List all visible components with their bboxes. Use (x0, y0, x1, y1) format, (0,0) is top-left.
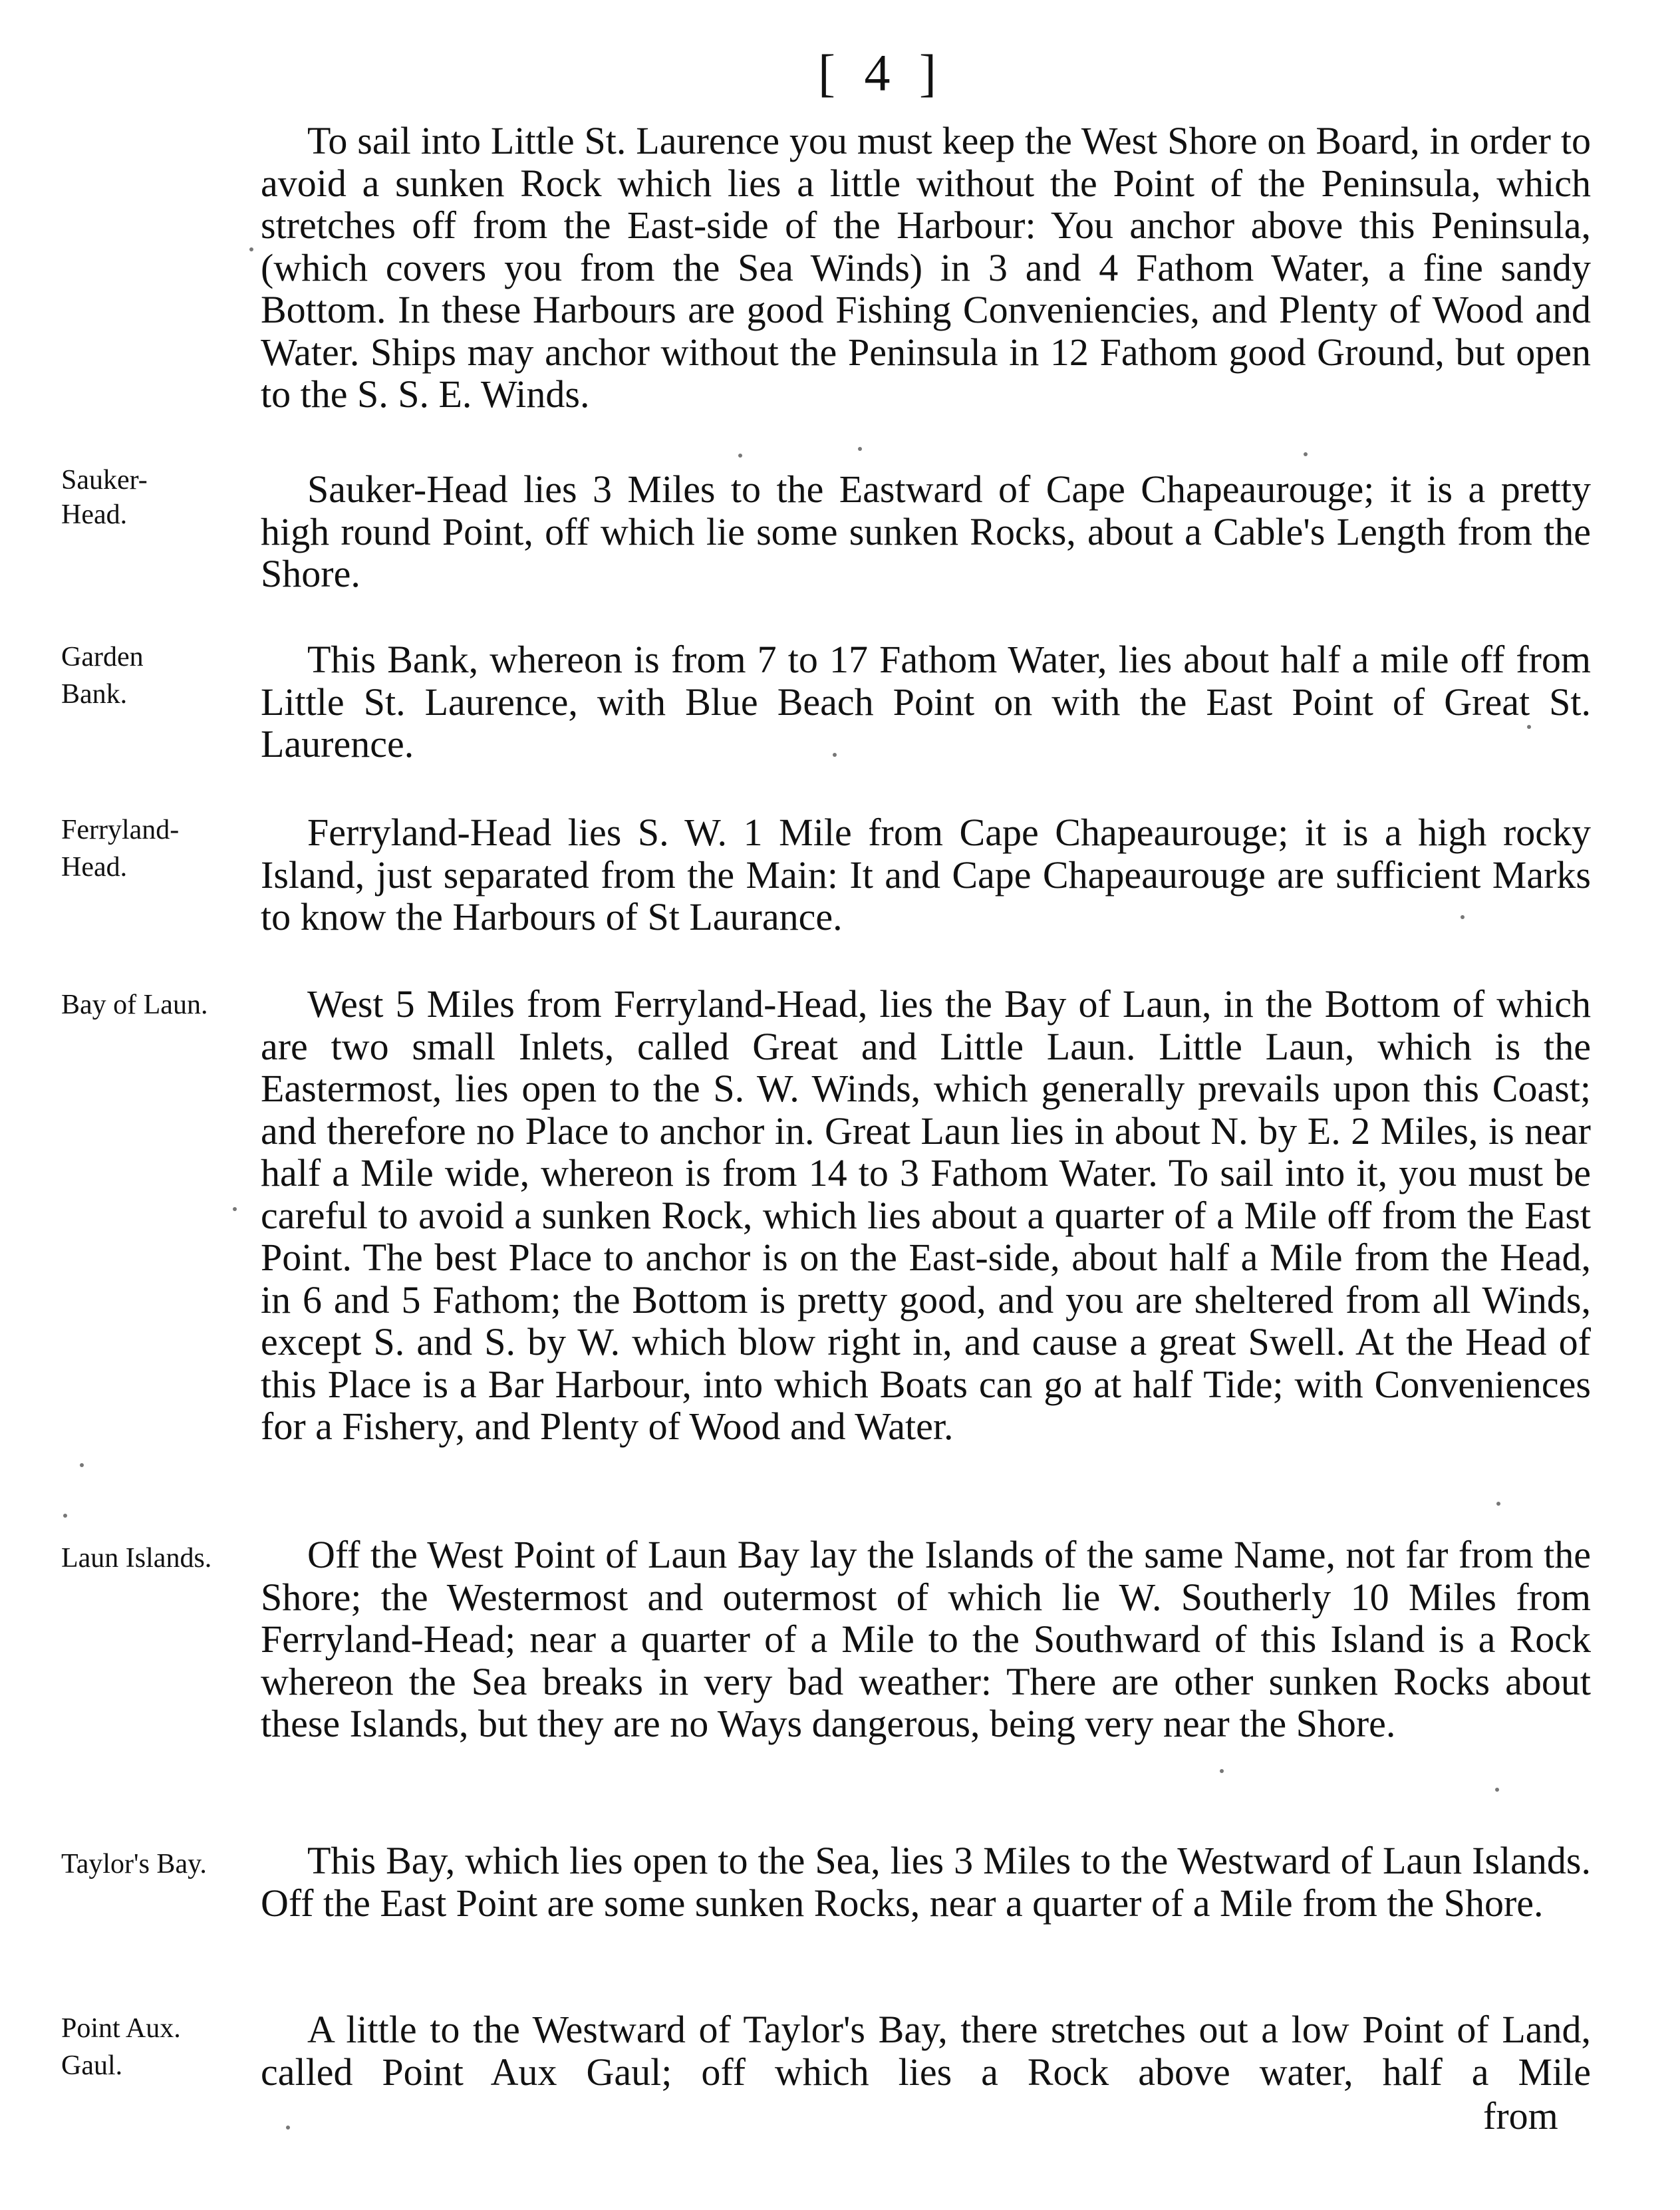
paper-speck (1527, 725, 1531, 729)
paper-speck (1220, 1769, 1224, 1773)
paper-speck (1496, 1502, 1500, 1506)
paper-speck (833, 753, 837, 757)
paragraph-taylors-bay: This Bay, which lies open to the Sea, lies 3 Miles to the Westward of Laun Islands. Off the East Point are some sunken Rocks, near a quarter of a Mile from the Shore. (261, 1839, 1591, 1925)
paragraph-intro: To sail into Little St. Laurence you must keep the West Shore on Board, in order to avoid a sunken Rock which lies a little without the Point of the Peninsula, which stretches off from the East-side of the Harbour: You anchor above this Peninsula, (which covers you from the Sea Winds) in 3 and 4 Fathom Water, a fine sandy Bottom. In these Harbours are good Fishing Conveniencies, and Plenty of Wood and Water. Ships may anchor without the Peninsula in 12 Fathom good Ground, but open to the S. S. E. Winds. (261, 119, 1591, 416)
paragraph-point-aux-gaul: A little to the Westward of Taylor's Bay, there stretches out a low Point of Land, called Point Aux Gaul; off which lies a Rock above water, half a Mile (261, 2008, 1591, 2094)
paper-speck (63, 1514, 67, 1518)
catchword: from (1483, 2094, 1558, 2138)
paragraph-ferryland-head: Ferryland-Head lies S. W. 1 Mile from Cape Chapeaurouge; it is a high rocky Island, just separated from the Main: It and Cape Chapeaurouge are sufficient Marks to know the Harbours of St Laurance. (261, 811, 1591, 938)
sidenote-laun-islands: Laun Islands. (61, 1543, 212, 1574)
paragraph-bay-of-laun: West 5 Miles from Ferryland-Head, lies the Bay of Laun, in the Bottom of which are two small Inlets, called Great and Little Laun. Little Laun, which is the Eastermost, lies open to the S. W. Winds, which generally prevails upon this Coast; and therefore no Place to anchor in. Great Laun lies in about N. by E. 2 Miles, is near half a Mile wide, whereon is from 14 to 3 Fathom Water. To sail into it, you must be careful to avoid a sunken Rock, which lies about a quarter of a Mile off from the East Point. The best Place to anchor is on the East-side, about half a Mile from the Head, in 6 and 5 Fathom; the Bottom is pretty good, and you are sheltered from all Winds, except S. and S. by W. which blow right in, and cause a great Swell. At the Head of this Place is a Bar Harbour, into which Boats can go at half Tide; with Conveniences for a Fishery, and Plenty of Wood and Water. (261, 982, 1591, 1448)
paper-speck (1461, 915, 1465, 919)
paper-speck (738, 454, 742, 458)
paper-speck (249, 247, 253, 251)
sidenote-garden-bank: Garden Bank. (61, 642, 144, 710)
paper-speck (1304, 452, 1308, 456)
sidenote-sauker-head: Sauker-Head. (61, 465, 148, 530)
sidenote-ferryland-head: Ferryland-Head. (61, 815, 180, 883)
paper-speck (858, 447, 862, 451)
paper-speck (80, 1463, 84, 1467)
sidenote-taylors-bay: Taylor's Bay. (61, 1849, 207, 1879)
paragraph-sauker-head: Sauker-Head lies 3 Miles to the Eastward of Cape Chapeaurouge; it is a pretty high round Point, off which lie some sunken Rocks, about a Cable's Length from the Shore. (261, 468, 1591, 595)
paper-speck (1495, 1788, 1499, 1792)
paper-speck (286, 2126, 290, 2130)
sidenote-bay-of-laun: Bay of Laun. (61, 990, 208, 1020)
sidenote-point-aux-gaul: Point Aux. Gaul. (61, 2013, 181, 2081)
paragraph-laun-islands: Off the West Point of Laun Bay lay the Islands of the same Name, not far from the Shore; the Westermost and outermost of which lie W. Southerly 10 Miles from Ferryland-Head; near a quarter of a Mile to the Southward of this Island is a Rock whereon the Sea breaks in very bad weather: There are other sunken Rocks about these Islands, but they are no Ways dangerous, being very near the Shore. (261, 1533, 1591, 1745)
page-number: [ 4 ] (818, 44, 944, 102)
paper-speck (233, 1207, 237, 1211)
paragraph-garden-bank: This Bank, whereon is from 7 to 17 Fathom Water, lies about half a mile off from Little St. Laurence, with Blue Beach Point on with the East Point of Great St. Laurence. (261, 638, 1591, 765)
